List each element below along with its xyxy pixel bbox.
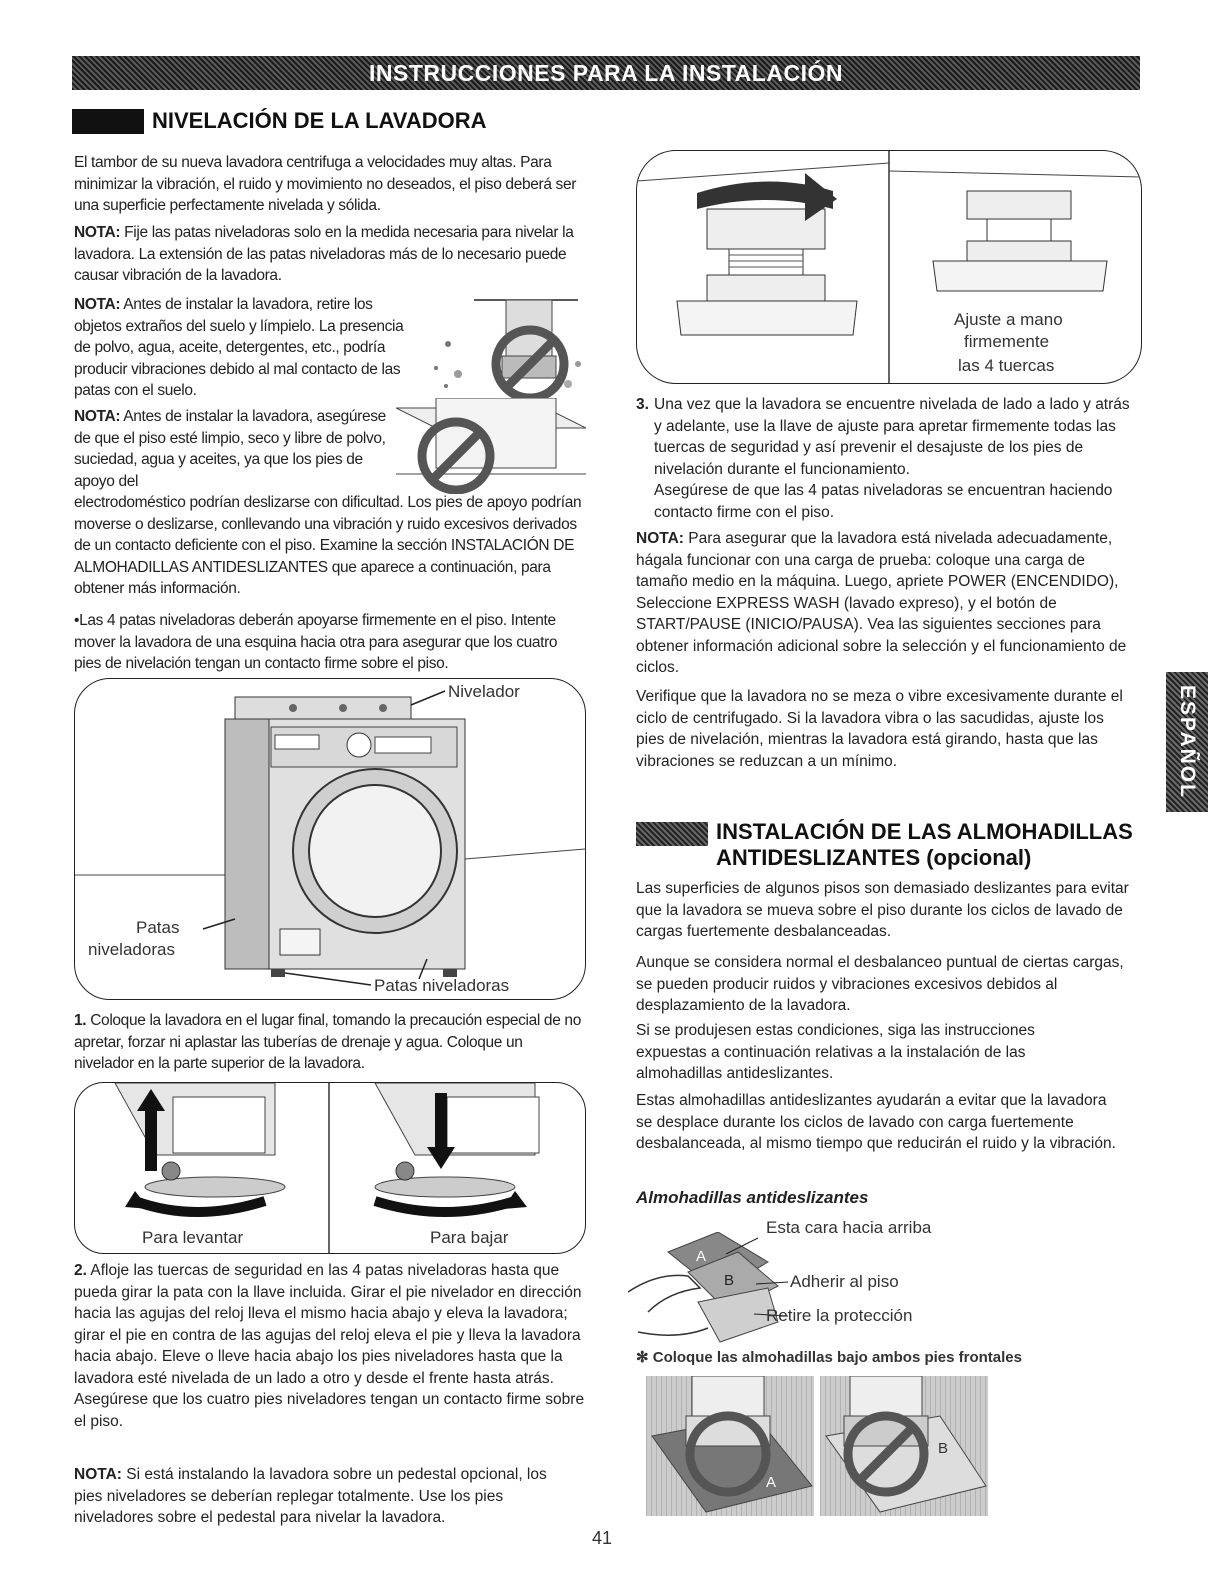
nota-4	[74, 1464, 572, 1529]
nota-3a-text: Antes de instalar la lavadora, asegúrese de que el piso esté limpio, seco y libre de polvo, suciedad, agua y aceites, ya que los pies de apoyo del	[74, 408, 386, 490]
nota-2	[74, 294, 412, 402]
label-niveladoras: niveladoras	[88, 940, 175, 959]
label-las-4-tuercas: las 4 tuercas	[958, 356, 1055, 375]
no-dirt-illustration	[418, 294, 586, 402]
nota-1-text: Fije las patas niveladoras solo en la medida necesaria para nivelar la lavadora. La extensión de las patas niveladoras más de lo necesario puede causar vibración de la lavadora.	[74, 224, 574, 284]
nota-label: NOTA:	[74, 224, 121, 241]
label-adherir: Adherir al piso	[790, 1272, 899, 1291]
step-1	[74, 1010, 586, 1075]
label-nivelador: Nivelador	[448, 682, 520, 701]
section-title-bar	[636, 822, 708, 846]
section-title-almohadillas-1: INSTALACIÓN DE LAS ALMOHADILLAS	[716, 819, 1133, 844]
pads-note: ✻ Coloque las almohadillas bajo ambos pies frontales	[636, 1349, 1022, 1366]
bullet-icon: •	[74, 612, 80, 629]
pads-paragraph-4: Estas almohadillas antideslizantes ayudarán a evitar que la lavadora se desplace durante los ciclos de lavado con carga fuertemente desbalanceada, al mismo tiempo que reducirán el ruido y la vibración.	[636, 1092, 1116, 1152]
pads-paragraph-2: Aunque se considera normal el desbalanceo puntual de ciertas cargas, se pueden producir ruidos y vibraciones excesivos debidos al desplazamiento de la lavadora.	[636, 954, 1124, 1014]
step-2-number: 2.	[74, 1262, 87, 1279]
pads-paragraph-1: Las superficies de algunos pisos son demasiado deslizantes para evitar que la lavadora se mueva sobre el piso durante los ciclos de lavado de cargas fuertemente desbalanceadas.	[636, 880, 1129, 940]
pad-label-a: A	[696, 1248, 707, 1265]
bullet-item	[74, 610, 586, 675]
step-2	[74, 1260, 586, 1432]
section-title-almohadillas-2: ANTIDESLIZANTES (opcional)	[716, 845, 1032, 870]
step-2-text: Afloje las tuercas de seguridad en las 4 patas niveladoras hasta que pueda girar la pata con la llave incluida. Girar el pie nivelador en dirección hacia las agujas del reloj lleva el mismo hacia abajo y eleva la lavadora; girar el pie en contra de las agujas del reloj eleva el pie y lleva la lavadora hacia abajo. Eleve o lleve hacia abajo los pies niveladores hasta que la lavadora esté nivelada de un lado a otro y desde el frente hasta atrás. Asegúrese que los cuatro pies niveladores tengan un contacto firme sobre el piso.	[74, 1262, 585, 1430]
step-3-number: 3.	[636, 396, 649, 413]
pad-correct-illustration	[646, 1376, 814, 1516]
language-tab-label: ESPAÑOL	[1176, 685, 1199, 799]
section-title-bar	[72, 109, 144, 134]
label-retire: Retire la protección	[766, 1306, 913, 1325]
pad-wrong-illustration	[820, 1376, 988, 1516]
pad-label-b: B	[724, 1272, 735, 1289]
nota-4-text: Si está instalando la lavadora sobre un pedestal opcional, los pies niveladores se deberían replegar totalmente. Use los pies niveladores sobre el pedestal para nivelar la lavadora.	[74, 1466, 547, 1526]
step-3-text: Una vez que la lavadora se encuentre nivelada de lado a lado y atrás y adelante, use la llave de ajuste para apretar firmemente todas las tuercas de seguridad y así prevenir el desajuste de los pies de nivelación durante el funcionamiento.	[654, 396, 1130, 478]
nota-3b: electrodoméstico podrían deslizarse con dificultad. Los pies de apoyo podrían moverse o deslizarse, conllevando una vibración y ruido excesivos derivados de un contacto deficiente con el piso. Examine la sección INSTALACIÓN DE ALMOHADILLAS ANTIDESLIZANTES que aparece a continuación, para obtener más información.	[74, 494, 582, 597]
step-3	[636, 394, 1140, 523]
pad-correct-label: A	[766, 1474, 777, 1491]
nota-label: NOTA:	[636, 530, 684, 547]
verifique-paragraph: Verifique que la lavadora no se meza o vibre excesivamente durante el ciclo de centrifugado. Si la lavadora vibra o las sacudidas, ajuste los pies de nivelación, mientras la lavadora está girando, hasta que las vibraciones se reduzcan a un mínimo.	[636, 688, 1123, 770]
label-esta-cara: Esta cara hacia arriba	[766, 1218, 932, 1237]
nota-label: NOTA:	[74, 1466, 122, 1483]
step-1-text: Coloque la lavadora en el lugar final, tomando la precaución especial de no apretar, forzar ni aplastar las tuberías de drenaje y agua. Coloque un nivelador en la parte superior de la lavadora.	[74, 1012, 581, 1072]
nota-3a	[74, 406, 394, 492]
tighten-nuts-drawing	[637, 151, 1141, 383]
section-title-nivelacion: NIVELACIÓN DE LA LAVADORA	[152, 108, 487, 133]
pad-wrong-label: B	[938, 1440, 949, 1457]
page-number: 41	[592, 1528, 613, 1548]
step-3-text-b: Asegúrese de que las 4 patas niveladoras se encuentran haciendo contacto firme con el piso.	[654, 482, 1113, 521]
tighten-nuts-figure	[636, 150, 1142, 384]
label-patas-niveladoras: Patas niveladoras	[374, 976, 510, 995]
intro-paragraph: El tambor de su nueva lavadora centrifuga a velocidades muy altas. Para minimizar la vibración, el ruido y movimiento no deseados, el piso deberá ser una superficie perfectamente nivelada y sólida.	[74, 154, 577, 214]
label-ajuste-a-mano: Ajuste a mano	[954, 310, 1063, 329]
nota-5	[636, 528, 1140, 679]
label-para-bajar: Para bajar	[430, 1228, 509, 1247]
pad-peel-illustration	[628, 1232, 798, 1352]
nota-5-text: Para asegurar que la lavadora está nivelada adecuadamente, hágala funcionar con una carga de prueba: coloque una carga de tamaño medio en la máquina. Luego, apriete POWER (ENCENDIDO), Seleccione EXPRESS WASH (lavado expreso), y el botón de START/PAUSE (INICIO/PAUSA). Vea las siguientes secciones para obtener información adicional sobre la selección y el funcionamiento de ciclos.	[636, 530, 1127, 676]
label-patas: Patas	[136, 918, 180, 937]
nota-1	[74, 222, 584, 287]
pads-subheading: Almohadillas antideslizantes	[636, 1188, 869, 1207]
nota-2-text: Antes de instalar la lavadora, retire los objetos extraños del suelo y límpielo. La presencia de polvo, agua, aceite, detergentes, etc., podría producir vibraciones debido al mal contacto de las patas con el suelo.	[74, 296, 404, 399]
pads-paragraph-3: Si se produjesen estas condiciones, siga las instrucciones expuestas a continuación relativas a la instalación de las almohadillas antideslizantes.	[636, 1022, 1035, 1082]
language-tab	[1166, 672, 1208, 812]
clean-floor-illustration	[396, 398, 586, 494]
nota-label: NOTA:	[74, 296, 121, 313]
bullet-text: Las 4 patas niveladoras deberán apoyarse firmemente en el piso. Intente mover la lavadora de una esquina hacia otra para asegurar que los cuatro pies de nivelación tengan un contacto firme sobre el piso.	[74, 612, 558, 672]
nota-label: NOTA:	[74, 408, 121, 425]
label-firmemente: firmemente	[964, 332, 1050, 351]
label-para-levantar: Para levantar	[142, 1228, 244, 1247]
step-1-number: 1.	[74, 1012, 87, 1029]
section-banner: INSTRUCCIONES PARA LA INSTALACIÓN	[72, 56, 1140, 90]
